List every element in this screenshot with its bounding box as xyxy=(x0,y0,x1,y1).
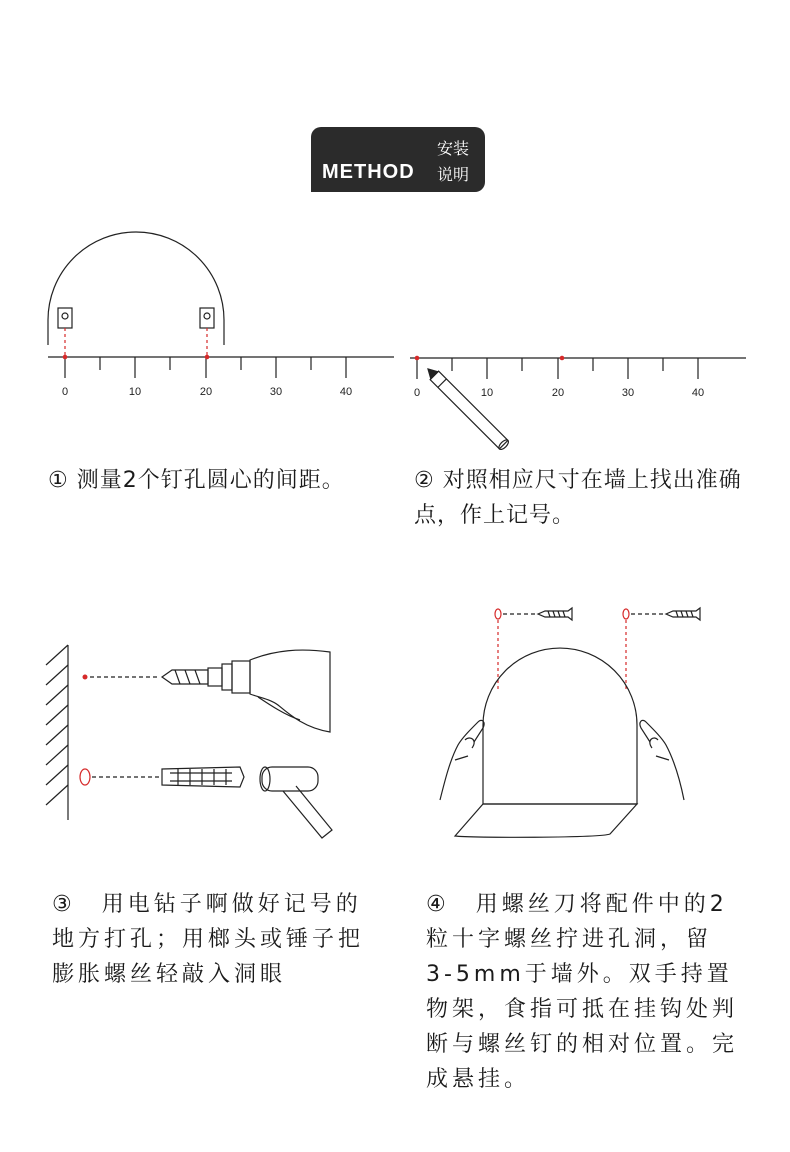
ruler-2-tick-30: 30 xyxy=(621,387,635,399)
ruler-1-tick-20: 20 xyxy=(199,386,213,398)
drill-icon xyxy=(162,650,330,732)
ruler-2-ticks xyxy=(417,358,698,379)
drilled-hole xyxy=(80,769,90,785)
hammer-icon xyxy=(260,767,332,838)
right-hand-icon xyxy=(640,720,684,800)
shelf-base xyxy=(455,804,637,837)
step3-illustration xyxy=(46,645,332,838)
screw-hole-right xyxy=(623,609,629,619)
step1-illustration xyxy=(48,232,394,378)
ruler-1-tick-10: 10 xyxy=(128,386,142,398)
step2-illustration xyxy=(410,356,746,451)
drill-mark xyxy=(83,675,88,680)
arch-shelf xyxy=(483,648,637,804)
ruler-1-labels xyxy=(62,386,352,398)
step-1-text: ① 测量2个钉孔圆心的间距。 xyxy=(48,468,345,493)
ruler-2-tick-20: 20 xyxy=(551,387,565,399)
method-label: METHOD xyxy=(322,161,415,183)
ruler-1-tick-30: 30 xyxy=(269,386,283,398)
screw-icon-right xyxy=(666,608,700,620)
screw-icon-left xyxy=(538,608,572,620)
keyhole-left xyxy=(58,308,72,328)
screw-hole-left xyxy=(495,609,501,619)
badge-title-line1: 安装 xyxy=(436,139,469,158)
step4-illustration xyxy=(440,608,700,837)
left-hand-icon xyxy=(440,720,484,800)
anchor-plug-icon xyxy=(162,767,244,787)
step-3-text: ③ 用电钻子啊做好记号的地方打孔；用榔头或锤子把膨胀螺丝轻敲入洞眼 xyxy=(52,892,365,987)
ruler-1-ticks xyxy=(65,357,346,378)
ruler-1-tick-0: 0 xyxy=(61,386,69,398)
ruler-2-tick-40: 40 xyxy=(691,387,705,399)
pencil-icon xyxy=(424,365,510,451)
step-4-text: ④ 用螺丝刀将配件中的2粒十字螺丝拧进孔洞，留3-5mm于墙外。双手持置物架，食指可抵在挂钩处判断与螺丝钉的相对位置。完成悬挂。 xyxy=(426,892,739,1092)
step-2-text: ② 对照相应尺寸在墙上找出准确点，作上记号。 xyxy=(414,468,742,528)
ruler-2-labels xyxy=(414,387,704,399)
ruler-2-tick-0: 0 xyxy=(413,387,421,399)
badge-title-line2: 说明 xyxy=(436,165,469,184)
ruler-1-tick-40: 40 xyxy=(339,386,353,398)
wall-hatching xyxy=(46,645,68,805)
arch-shelf-outline xyxy=(48,232,224,345)
keyhole-right xyxy=(200,308,214,328)
ruler-2-tick-10: 10 xyxy=(480,387,494,399)
